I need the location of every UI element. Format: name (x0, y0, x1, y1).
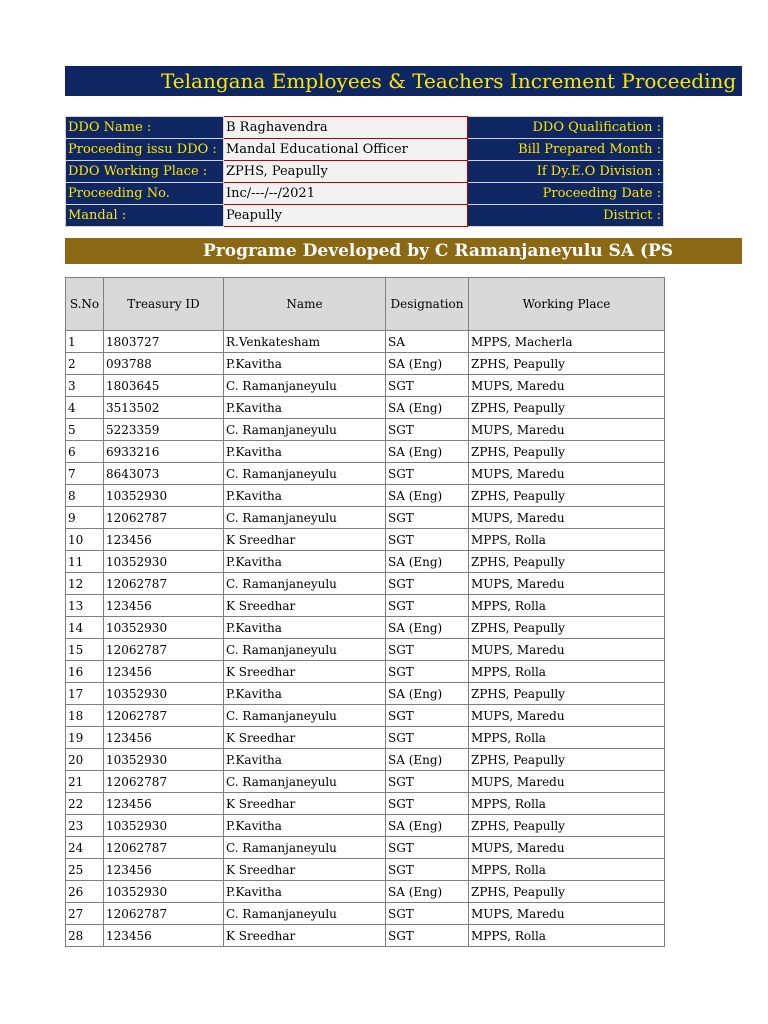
info-value[interactable]: B Raghavendra (224, 117, 468, 139)
cell-treasury-id[interactable]: 12062787 (104, 705, 224, 727)
cell-designation[interactable]: SA (Eng) (386, 441, 469, 463)
table-row (66, 419, 665, 441)
cell-name[interactable]: P.Kavitha (224, 617, 386, 639)
cell-treasury-id[interactable]: 12062787 (104, 837, 224, 859)
cell-working-place[interactable]: MUPS, Maredu (469, 419, 665, 441)
cell-designation[interactable]: SGT (386, 793, 469, 815)
cell-name[interactable]: K Sreedhar (224, 727, 386, 749)
table-row (66, 859, 665, 881)
cell-name[interactable]: P.Kavitha (224, 397, 386, 419)
cell-sno[interactable]: 15 (66, 639, 104, 661)
cell-sno[interactable]: 27 (66, 903, 104, 925)
title-bar (65, 66, 742, 96)
cell-working-place[interactable]: MUPS, Maredu (469, 639, 665, 661)
cell-designation[interactable]: SGT (386, 771, 469, 793)
cell-working-place[interactable]: MPPS, Macherla (469, 331, 665, 353)
cell-designation[interactable]: SGT (386, 507, 469, 529)
cell-working-place[interactable]: MPPS, Rolla (469, 727, 665, 749)
cell-treasury-id[interactable]: 8643073 (104, 463, 224, 485)
cell-name[interactable]: C. Ramanjaneyulu (224, 573, 386, 595)
cell-sno[interactable]: 10 (66, 529, 104, 551)
cell-working-place[interactable]: MUPS, Maredu (469, 837, 665, 859)
cell-working-place[interactable]: MUPS, Maredu (469, 771, 665, 793)
header-treasury-id[interactable]: Treasury ID (104, 278, 224, 331)
cell-treasury-id[interactable]: 3513502 (104, 397, 224, 419)
cell-sno[interactable]: 22 (66, 793, 104, 815)
cell-designation[interactable]: SA (Eng) (386, 485, 469, 507)
cell-sno[interactable]: 2 (66, 353, 104, 375)
cell-designation[interactable]: SGT (386, 375, 469, 397)
info-value[interactable]: Inc/---/--/2021 (224, 183, 468, 205)
cell-name[interactable]: C. Ramanjaneyulu (224, 507, 386, 529)
table-row (66, 881, 665, 903)
table-row (66, 441, 665, 463)
cell-working-place[interactable]: MPPS, Rolla (469, 595, 665, 617)
cell-working-place[interactable]: ZPHS, Peapully (469, 353, 665, 375)
cell-designation[interactable]: SA (Eng) (386, 397, 469, 419)
info-label: Mandal : (66, 205, 224, 227)
cell-designation[interactable]: SGT (386, 463, 469, 485)
info-value[interactable]: Mandal Educational Officer (224, 139, 468, 161)
cell-treasury-id[interactable]: 10352930 (104, 815, 224, 837)
cell-treasury-id[interactable]: 1803727 (104, 331, 224, 353)
cell-name[interactable]: K Sreedhar (224, 859, 386, 881)
cell-designation[interactable]: SGT (386, 595, 469, 617)
cell-working-place[interactable]: MPPS, Rolla (469, 529, 665, 551)
cell-name[interactable]: C. Ramanjaneyulu (224, 463, 386, 485)
cell-name[interactable]: P.Kavitha (224, 485, 386, 507)
header-sno[interactable]: S.No (66, 278, 104, 331)
info-right-label: District : (468, 205, 664, 227)
cell-name[interactable]: C. Ramanjaneyulu (224, 771, 386, 793)
table-row (66, 815, 665, 837)
table-row (66, 639, 665, 661)
cell-designation[interactable]: SGT (386, 837, 469, 859)
cell-name[interactable]: C. Ramanjaneyulu (224, 639, 386, 661)
cell-sno[interactable]: 14 (66, 617, 104, 639)
info-label: Proceeding issu DDO : (66, 139, 224, 161)
cell-sno[interactable]: 23 (66, 815, 104, 837)
table-row (66, 507, 665, 529)
table-row (66, 617, 665, 639)
info-right-label: DDO Qualification : (468, 117, 664, 139)
cell-sno[interactable]: 9 (66, 507, 104, 529)
cell-treasury-id[interactable]: 12062787 (104, 903, 224, 925)
cell-name[interactable]: K Sreedhar (224, 793, 386, 815)
cell-working-place[interactable]: ZPHS, Peapully (469, 749, 665, 771)
cell-treasury-id[interactable]: 12062787 (104, 507, 224, 529)
info-right-label: Bill Prepared Month : (468, 139, 664, 161)
cell-treasury-id[interactable]: 123456 (104, 793, 224, 815)
cell-treasury-id[interactable]: 123456 (104, 727, 224, 749)
cell-designation[interactable]: SGT (386, 859, 469, 881)
table-row (66, 749, 665, 771)
cell-designation[interactable]: SA (Eng) (386, 749, 469, 771)
cell-name[interactable]: K Sreedhar (224, 661, 386, 683)
cell-sno[interactable]: 5 (66, 419, 104, 441)
cell-working-place[interactable]: MUPS, Maredu (469, 463, 665, 485)
cell-name[interactable]: R.Venkatesham (224, 331, 386, 353)
cell-treasury-id[interactable]: 10352930 (104, 485, 224, 507)
cell-designation[interactable]: SGT (386, 573, 469, 595)
cell-treasury-id[interactable]: 12062787 (104, 771, 224, 793)
table-row (66, 573, 665, 595)
cell-sno[interactable]: 7 (66, 463, 104, 485)
cell-treasury-id[interactable]: 10352930 (104, 881, 224, 903)
cell-name[interactable]: P.Kavitha (224, 815, 386, 837)
cell-treasury-id[interactable]: 123456 (104, 661, 224, 683)
cell-sno[interactable]: 28 (66, 925, 104, 947)
cell-designation[interactable]: SGT (386, 529, 469, 551)
cell-working-place[interactable]: ZPHS, Peapully (469, 485, 665, 507)
cell-sno[interactable]: 6 (66, 441, 104, 463)
info-row (66, 139, 664, 161)
cell-designation[interactable]: SGT (386, 419, 469, 441)
cell-working-place[interactable]: MPPS, Rolla (469, 925, 665, 947)
cell-name[interactable]: C. Ramanjaneyulu (224, 705, 386, 727)
cell-designation[interactable]: SA (Eng) (386, 551, 469, 573)
cell-designation[interactable]: SGT (386, 661, 469, 683)
cell-sno[interactable]: 11 (66, 551, 104, 573)
table-row (66, 837, 665, 859)
table-header-row (66, 278, 665, 331)
cell-working-place[interactable]: MPPS, Rolla (469, 661, 665, 683)
table-row (66, 529, 665, 551)
ddo-info-table (65, 116, 664, 227)
cell-treasury-id[interactable]: 093788 (104, 353, 224, 375)
cell-working-place[interactable]: MUPS, Maredu (469, 705, 665, 727)
cell-sno[interactable]: 17 (66, 683, 104, 705)
cell-sno[interactable]: 19 (66, 727, 104, 749)
cell-name[interactable]: K Sreedhar (224, 529, 386, 551)
developer-banner (65, 238, 742, 264)
cell-treasury-id[interactable]: 1803645 (104, 375, 224, 397)
header-name[interactable]: Name (224, 278, 386, 331)
cell-sno[interactable]: 25 (66, 859, 104, 881)
cell-sno[interactable]: 24 (66, 837, 104, 859)
info-right-label: Proceeding Date : (468, 183, 664, 205)
cell-designation[interactable]: SGT (386, 903, 469, 925)
cell-name[interactable]: P.Kavitha (224, 551, 386, 573)
info-row (66, 161, 664, 183)
cell-working-place[interactable]: MPPS, Rolla (469, 793, 665, 815)
cell-sno[interactable]: 13 (66, 595, 104, 617)
cell-name[interactable]: K Sreedhar (224, 595, 386, 617)
cell-name[interactable]: C. Ramanjaneyulu (224, 903, 386, 925)
cell-designation[interactable]: SA (Eng) (386, 815, 469, 837)
cell-sno[interactable]: 12 (66, 573, 104, 595)
cell-treasury-id[interactable]: 10352930 (104, 617, 224, 639)
cell-working-place[interactable]: ZPHS, Peapully (469, 397, 665, 419)
table-row (66, 551, 665, 573)
cell-name[interactable]: P.Kavitha (224, 881, 386, 903)
cell-designation[interactable]: SA (Eng) (386, 881, 469, 903)
cell-working-place[interactable]: ZPHS, Peapully (469, 881, 665, 903)
table-row (66, 903, 665, 925)
cell-name[interactable]: P.Kavitha (224, 441, 386, 463)
cell-treasury-id[interactable]: 123456 (104, 925, 224, 947)
header-designation[interactable]: Designation (386, 278, 469, 331)
table-row (66, 463, 665, 485)
info-value[interactable]: ZPHS, Peapully (224, 161, 468, 183)
info-row (66, 205, 664, 227)
cell-sno[interactable]: 4 (66, 397, 104, 419)
cell-designation[interactable]: SGT (386, 727, 469, 749)
cell-designation[interactable]: SGT (386, 639, 469, 661)
cell-working-place[interactable]: MUPS, Maredu (469, 903, 665, 925)
cell-treasury-id[interactable]: 10352930 (104, 749, 224, 771)
cell-sno[interactable]: 1 (66, 331, 104, 353)
table-row (66, 705, 665, 727)
cell-treasury-id[interactable]: 6933216 (104, 441, 224, 463)
cell-designation[interactable]: SA (Eng) (386, 617, 469, 639)
cell-treasury-id[interactable]: 12062787 (104, 639, 224, 661)
cell-working-place[interactable]: MPPS, Rolla (469, 859, 665, 881)
info-label: DDO Name : (66, 117, 224, 139)
cell-name[interactable]: C. Ramanjaneyulu (224, 375, 386, 397)
cell-treasury-id[interactable]: 12062787 (104, 573, 224, 595)
employee-table (65, 277, 665, 947)
info-label: Proceeding No. (66, 183, 224, 205)
cell-working-place[interactable]: ZPHS, Peapully (469, 617, 665, 639)
cell-designation[interactable]: SA (Eng) (386, 353, 469, 375)
cell-name[interactable]: K Sreedhar (224, 925, 386, 947)
cell-name[interactable]: C. Ramanjaneyulu (224, 419, 386, 441)
cell-working-place[interactable]: ZPHS, Peapully (469, 551, 665, 573)
table-row (66, 793, 665, 815)
cell-name[interactable]: P.Kavitha (224, 353, 386, 375)
cell-designation[interactable]: SGT (386, 925, 469, 947)
table-row (66, 683, 665, 705)
cell-sno[interactable]: 18 (66, 705, 104, 727)
cell-treasury-id[interactable]: 5223359 (104, 419, 224, 441)
info-row (66, 183, 664, 205)
cell-working-place[interactable]: MUPS, Maredu (469, 507, 665, 529)
cell-treasury-id[interactable]: 123456 (104, 529, 224, 551)
table-row (66, 375, 665, 397)
cell-sno[interactable]: 16 (66, 661, 104, 683)
cell-sno[interactable]: 3 (66, 375, 104, 397)
developer-banner-text: Programe Developed by C Ramanjaneyulu SA (PS (203, 241, 674, 261)
cell-sno[interactable]: 20 (66, 749, 104, 771)
cell-working-place[interactable]: ZPHS, Peapully (469, 815, 665, 837)
cell-treasury-id[interactable]: 10352930 (104, 551, 224, 573)
cell-working-place[interactable]: ZPHS, Peapully (469, 441, 665, 463)
table-row (66, 925, 665, 947)
table-row (66, 727, 665, 749)
cell-working-place[interactable]: ZPHS, Peapully (469, 683, 665, 705)
table-row (66, 485, 665, 507)
table-row (66, 595, 665, 617)
info-label: DDO Working Place : (66, 161, 224, 183)
info-value[interactable]: Peapully (224, 205, 468, 227)
table-row (66, 353, 665, 375)
cell-working-place[interactable]: MUPS, Maredu (469, 375, 665, 397)
cell-designation[interactable]: SGT (386, 705, 469, 727)
cell-designation[interactable]: SA (386, 331, 469, 353)
cell-name[interactable]: P.Kavitha (224, 683, 386, 705)
header-working-place[interactable]: Working Place (469, 278, 665, 331)
cell-designation[interactable]: SA (Eng) (386, 683, 469, 705)
cell-sno[interactable]: 26 (66, 881, 104, 903)
info-right-label: If Dy.E.O Division : (468, 161, 664, 183)
cell-treasury-id[interactable]: 123456 (104, 595, 224, 617)
cell-sno[interactable]: 21 (66, 771, 104, 793)
info-row (66, 117, 664, 139)
table-row (66, 397, 665, 419)
cell-treasury-id[interactable]: 123456 (104, 859, 224, 881)
cell-name[interactable]: C. Ramanjaneyulu (224, 837, 386, 859)
cell-name[interactable]: P.Kavitha (224, 749, 386, 771)
table-row (66, 771, 665, 793)
page-title: Telangana Employees & Teachers Increment Proceeding (161, 69, 737, 93)
table-row (66, 661, 665, 683)
cell-treasury-id[interactable]: 10352930 (104, 683, 224, 705)
cell-working-place[interactable]: MUPS, Maredu (469, 573, 665, 595)
cell-sno[interactable]: 8 (66, 485, 104, 507)
table-row (66, 331, 665, 353)
